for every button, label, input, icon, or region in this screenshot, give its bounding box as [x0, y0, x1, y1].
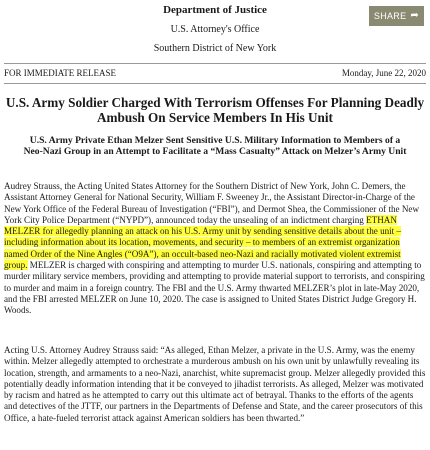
release-row: [4, 68, 426, 79]
share-button[interactable]: [369, 6, 424, 26]
district-name: Southern District of New York: [153, 43, 277, 54]
paragraph-1-text-after: MELZER is charged with conspiring and attempting to murder U.S. nationals, conspiring and attempting to murder military service members, providing and attempting to provide material support to terrorists, and conspiring to murder and maim in a foreign country. The FBI and the U.S. Army thwarted MELZER’s plot in late-May 2020, and the FBI arrested MELZER on June 10, 2020. The case is assigned to United States District Judge Gregory H. Woods.: [4, 260, 425, 316]
paragraph-1: [4, 181, 426, 317]
paragraph-2: Acting U.S. Attorney Audrey Strauss said: “As alleged, Ethan Melzer, a private in the U.S. Army, was the enemy within. Melzer allegedly attempted to orchestrate a murderous ambush on his own unit by unlawfully revealing its location, strength, and armaments to a neo-Nazi, anarchist, white supremacist group. Melzer allegedly provided this potentially deadly information intending that it be conveyed to jihadist terrorists. As alleged, Melzer was motivated by racism and hatred as he attempted to carry out this ultimate act of betrayal. Thanks to the efforts of the agents and detectives of the JTTF, our partners in the Departments of Defense and State, and the career prosecutors of this Office, a hate-fueled terrorist attack against American soldiers has been thwarted.”: [4, 345, 426, 423]
office-name: U.S. Attorney's Office: [170, 24, 260, 35]
release-date: Monday, June 22, 2020: [341, 68, 426, 78]
highlighted-text: ETHAN MELZER for allegedly planning an attack on his U.S. Army unit by sending sensitive details about the unit – including information about its location, movements, and security – to members of an extremist organization named Order of the Nine Angles (“O9A”), an occult-based neo-Nazi and racially motivated violent extremist group.: [4, 214, 402, 271]
page-header: [0, 4, 430, 55]
page-subtitle: U.S. Army Private Ethan Melzer Sent Sensitive U.S. Military Information to Members of a Neo-Nazi Group in an Attempt to Facilitate a “Mass Casualty” Attack on Melzer’s Army Unit: [23, 135, 407, 158]
share-label: SHARE: [373, 11, 407, 21]
page-title: U.S. Army Soldier Charged With Terrorism Offenses For Planning Deadly Ambush On Service Members In His Unit: [5, 95, 425, 125]
bottom-divider: [4, 83, 426, 84]
share-arrow-icon: ➦: [410, 10, 420, 21]
release-label: FOR IMMEDIATE RELEASE: [4, 68, 116, 78]
paragraph-1-text-before: Audrey Strauss, the Acting United States Attorney for the Southern District of New York, John C. Demers, the Assistant Attorney General for National Security, William F. Sweeney Jr., the Assistant Director-in-Charge of the New York Office of the Federal Bureau of Investigation (“FBI”), and Dermot Shea, the Commissioner of the New York City Police Department (“NYPD”), announced today the unsealing of an indictment charging: [4, 181, 420, 225]
department-name: Department of Justice: [163, 4, 267, 16]
top-divider: [4, 63, 426, 64]
